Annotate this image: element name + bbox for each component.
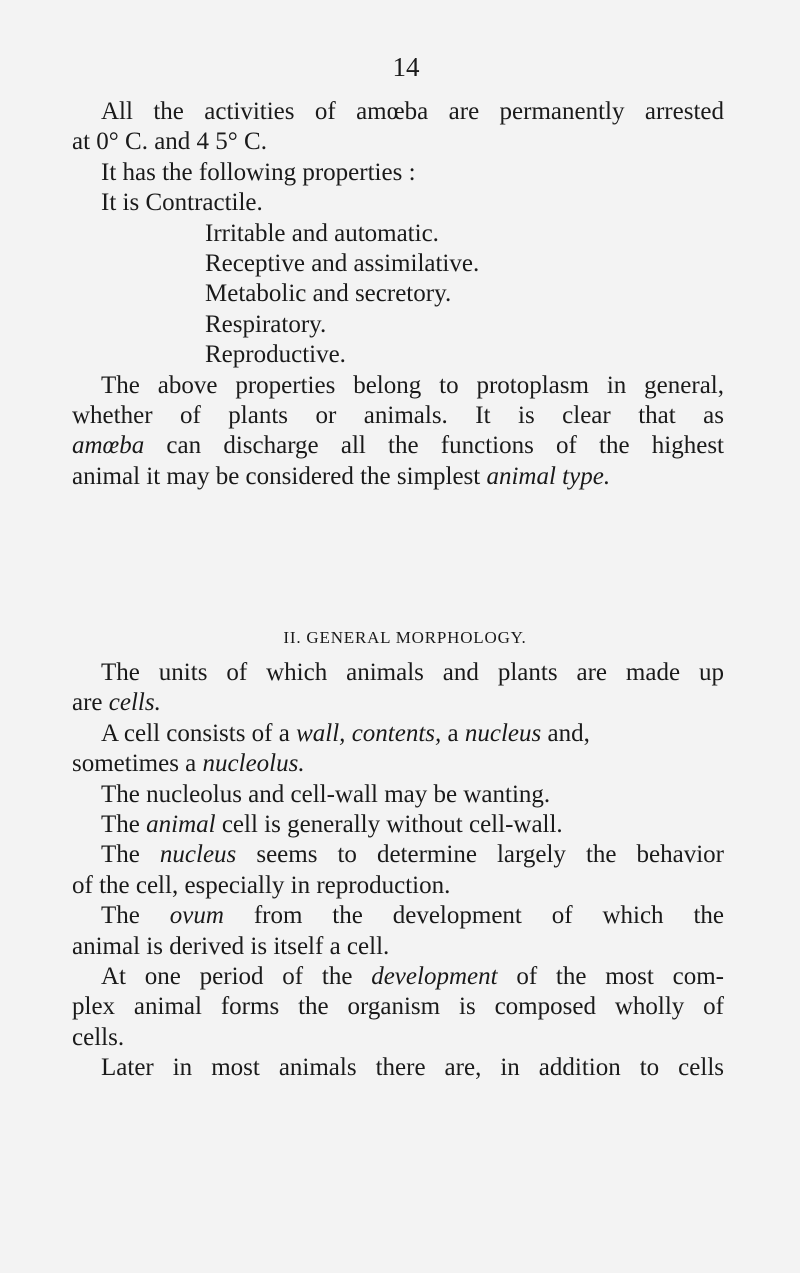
paragraph-units-line-1: The units of which animals and plants are made up: [101, 659, 724, 686]
page-number: 14: [392, 52, 420, 82]
paragraph-activities-line-2: at 0° C. and 4 5° C.: [72, 128, 267, 156]
paragraph-protoplasm-line-3: amœba can discharge all the functions of the highest: [72, 432, 724, 460]
paragraph-protoplasm-line-2: whether of plants or animals. It is clear that as: [72, 402, 724, 430]
paragraph-ovum-line-1: The ovum from the development of which the: [101, 902, 724, 930]
paragraph-units-line-2: are cells.: [72, 689, 161, 717]
paragraph-development-line-2: plex animal forms the organism is composed wholly of: [72, 993, 724, 1021]
paragraph-animal-cell: The animal cell is generally without cell-wall.: [101, 811, 563, 839]
term-animal: animal: [146, 811, 216, 839]
text-block-lower: [72, 658, 724, 1084]
paragraph-cell-line-2: sometimes a nucleolus.: [72, 750, 305, 778]
paragraph-activities-line-1: All the activities of amœba are permanently arrested: [101, 98, 724, 125]
paragraph-ovum-line-2: animal is derived is itself a cell.: [72, 932, 390, 960]
paragraph-development-line-3: cells.: [72, 1023, 125, 1051]
property-item: Reproductive.: [205, 341, 346, 369]
section-heading: II. GENERAL MORPHOLOGY.: [283, 628, 527, 647]
paragraph-nucleus-line-2: of the cell, especially in reproduction.: [72, 871, 451, 899]
term-animal-type: animal type.: [486, 462, 611, 490]
text-block-upper: [72, 97, 724, 492]
term-wall: wall,: [296, 719, 346, 747]
term-cells: cells.: [108, 689, 161, 717]
paragraph-nucleus-line-1: The nucleus seems to determine largely the behavior: [101, 841, 724, 869]
property-item: Respiratory.: [205, 310, 327, 338]
paragraph-wanting: The nucleolus and cell-wall may be wanting.: [101, 780, 551, 808]
paragraph-protoplasm-line-1: The above properties belong to protoplasm in general,: [101, 371, 724, 399]
term-ovum: ovum: [169, 902, 224, 930]
term-contents: contents,: [351, 719, 442, 747]
paragraph-cell-line-1: A cell consists of a wall, contents, a nucleus and,: [101, 719, 590, 747]
paragraph-development-line-1: At one period of the development of the most com-: [101, 963, 724, 991]
paragraph-protoplasm-line-4: animal it may be considered the simplest animal type.: [72, 462, 611, 490]
term-nucleolus: nucleolus.: [202, 750, 305, 778]
property-item: Receptive and assimilative.: [205, 250, 480, 278]
properties-intro: It has the following properties :: [101, 158, 416, 186]
term-nucleus: nucleus: [464, 719, 542, 747]
paragraph-later: Later in most animals there are, in addition to cells: [101, 1054, 724, 1082]
property-item: Metabolic and secretory.: [205, 280, 452, 308]
property-item: Irritable and automatic.: [205, 219, 439, 247]
term-amoeba: amœba: [72, 432, 145, 460]
term-development: development: [371, 963, 498, 991]
property-contractile: It is Contractile.: [101, 189, 263, 217]
term-nucleus: nucleus: [159, 841, 237, 869]
